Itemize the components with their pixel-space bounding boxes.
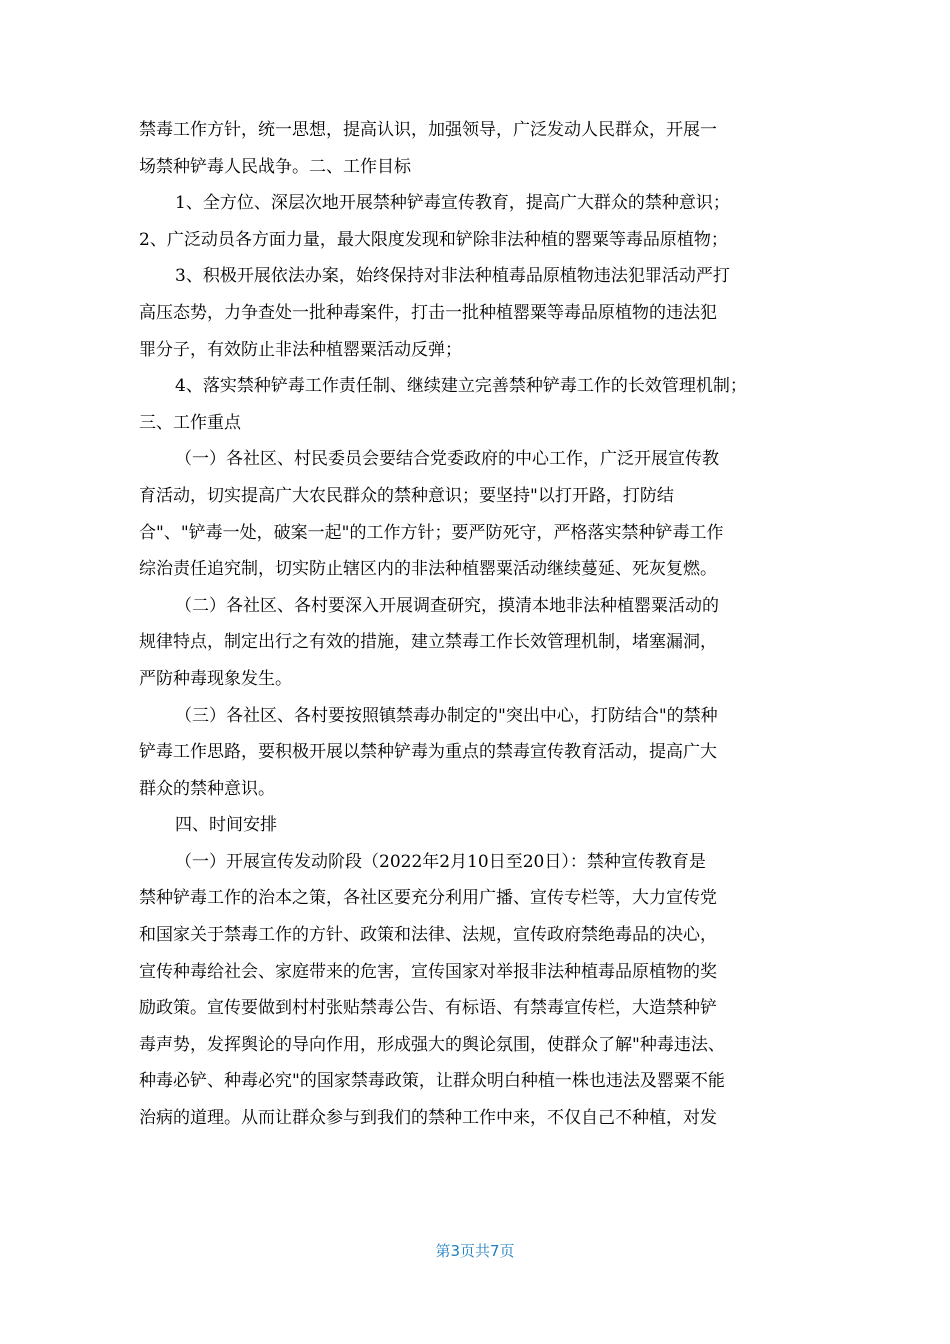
text-line: 3、积极开展依法办案，始终保持对非法种植毒品原植物违法犯罪活动严打: [175, 266, 730, 287]
text-line: 综治责任追究制，切实防止辖区内的非法种植罂粟活动继续蔓延、死灰复燃。: [139, 559, 717, 580]
text-line: 四、时间安排: [175, 815, 277, 836]
text-line: 规律特点，制定出行之有效的措施，建立禁毒工作长效管理机制，堵塞漏洞，: [139, 632, 717, 653]
text-line: 励政策。宣传要做到村村张贴禁毒公告、有标语、有禁毒宣传栏，大造禁种铲: [139, 998, 717, 1019]
text-line: 育活动，切实提高广大农民群众的禁种意识；要坚持"以打开路，打防结: [139, 485, 674, 506]
text-line: 和国家关于禁毒工作的方针、政策和法律、法规，宣传政府禁绝毒品的决心，: [139, 925, 717, 946]
text-line: （一）各社区、村民委员会要结合党委政府的中心工作，广泛开展宣传教: [175, 449, 719, 470]
text-line: （二）各社区、各村要深入开展调查研究，摸清本地非法种植罂粟活动的: [175, 595, 719, 616]
text-line: 禁种铲毒工作的治本之策，各社区要充分利用广播、宣传专栏等，大力宣传党: [139, 888, 717, 909]
text-line: 场禁种铲毒人民战争。二、工作目标: [139, 156, 411, 177]
text-line: 禁毒工作方针，统一思想，提高认识，加强领导，广泛发动人民群众，开展一: [139, 120, 717, 140]
page-number-footer: 第3页共7页: [435, 1242, 515, 1260]
text-line: 宣传种毒给社会、家庭带来的危害，宣传国家对举报非法种植毒品原植物的奖: [139, 961, 717, 982]
text-line: 高压态势，力争查处一批种毒案件，打击一批种植罂粟等毒品原植物的违法犯: [139, 302, 717, 323]
text-line: 群众的禁种意识。: [139, 778, 275, 799]
text-line: 4、落实禁种铲毒工作责任制、继续建立完善禁种铲毒工作的长效管理机制；: [175, 376, 747, 397]
document-body: [139, 112, 819, 1137]
text-line: 合"、"铲毒一处，破案一起"的工作方针；要严防死守，严格落实禁种铲毒工作: [139, 522, 724, 543]
text-line: 1、全方位、深层次地开展禁种铲毒宣传教育，提高广大群众的禁种意识；: [175, 193, 730, 214]
text-line: 毒声势，发挥舆论的导向作用，形成强大的舆论氛围，使群众了解"种毒违法、: [139, 1034, 725, 1055]
text-line: （一）开展宣传发动阶段（2022年2月10日至20日）：禁种宣传教育是: [175, 851, 706, 872]
text-line: 种毒必铲、种毒必究"的国家禁毒政策，让群众明白种植一株也违法及罂粟不能: [139, 1071, 725, 1092]
text-line: 罪分子，有效防止非法种植罂粟活动反弹；: [139, 339, 462, 360]
text-line: 严防种毒现象发生。: [139, 668, 292, 689]
text-line: 治病的道理。从而让群众参与到我们的禁种工作中来，不仅自己不种植，对发: [139, 1108, 717, 1129]
text-line: 铲毒工作思路，要积极开展以禁种铲毒为重点的禁毒宣传教育活动，提高广大: [139, 742, 717, 763]
text-line: 三、工作重点: [139, 412, 241, 433]
text-line: 2、广泛动员各方面力量，最大限度发现和铲除非法种植的罂粟等毒品原植物；: [139, 229, 728, 250]
text-line: （三）各社区、各村要按照镇禁毒办制定的"突出中心，打防结合"的禁种: [175, 705, 718, 726]
